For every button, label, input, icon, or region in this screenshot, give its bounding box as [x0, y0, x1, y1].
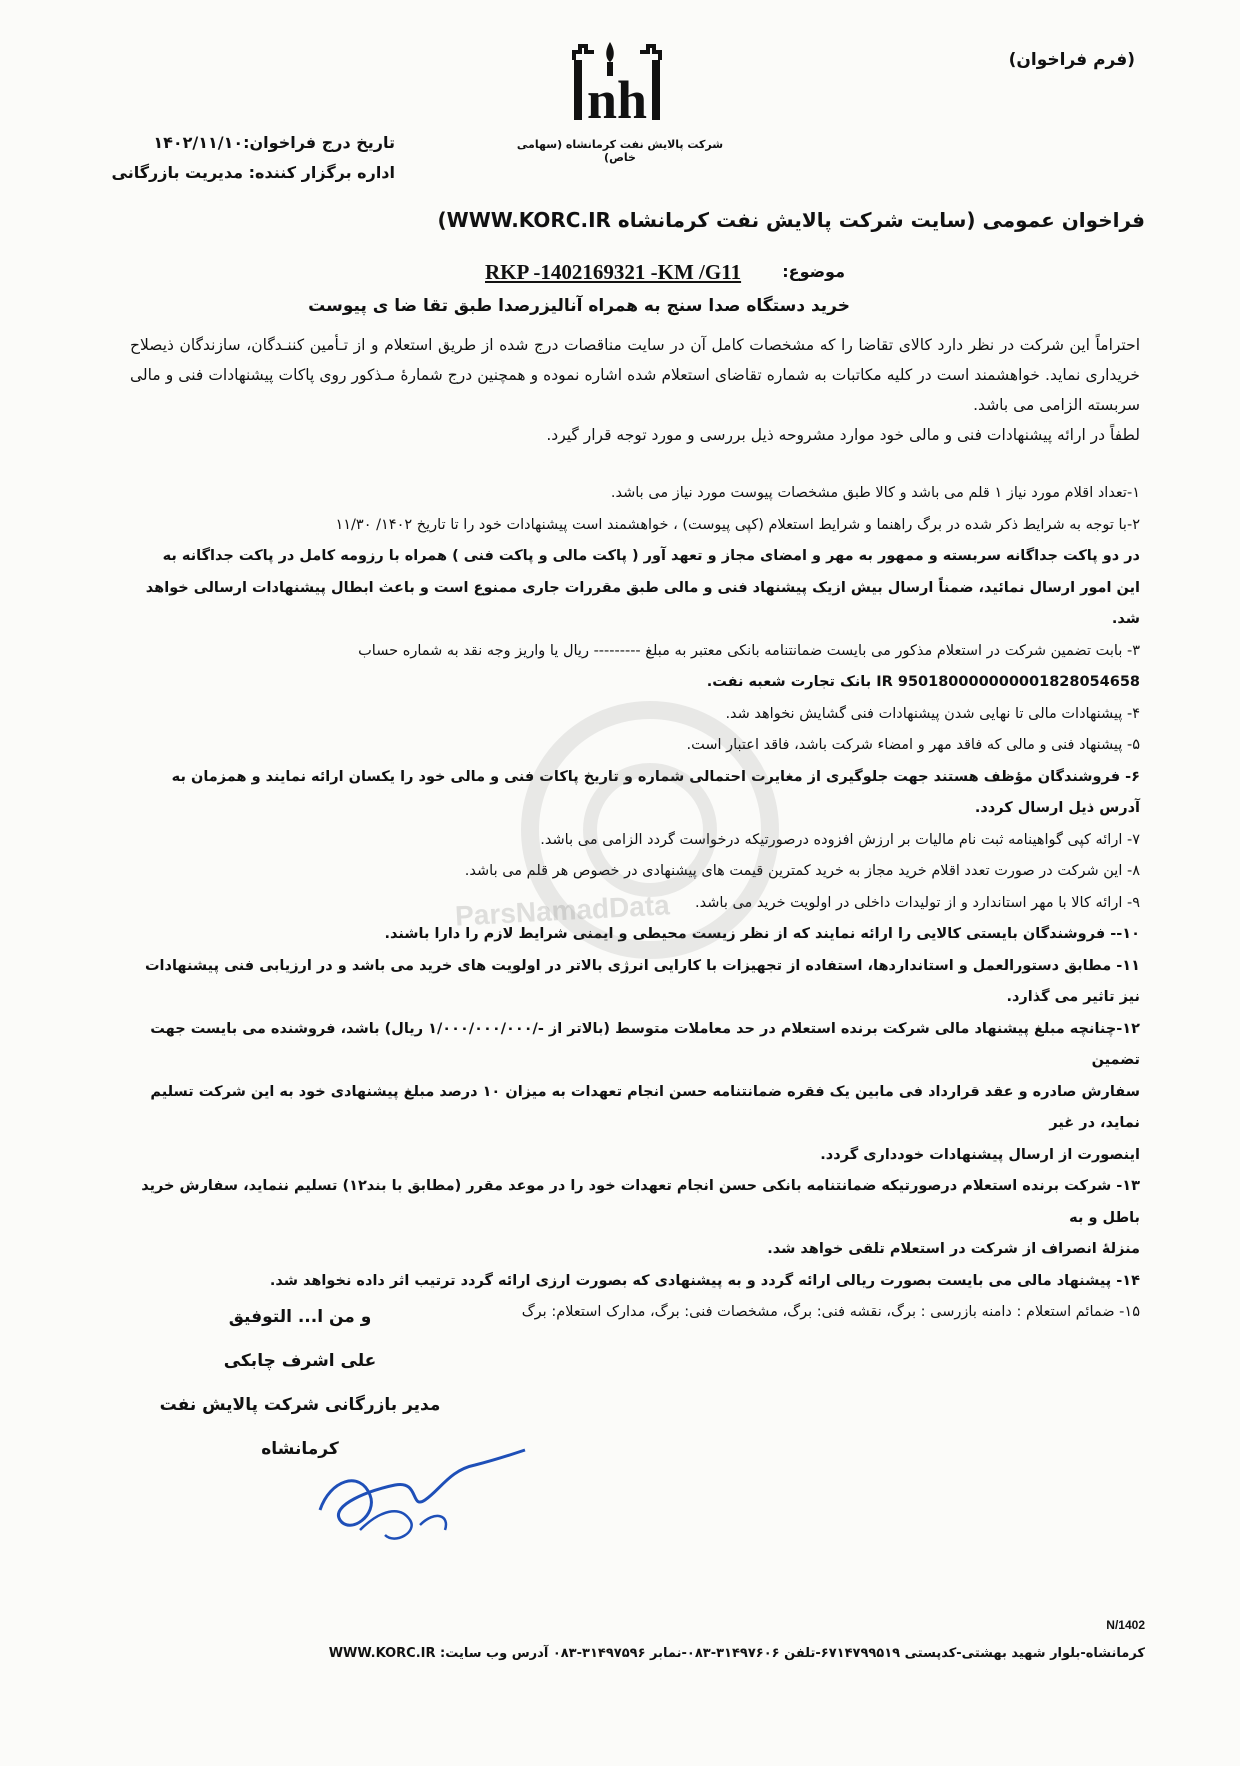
- list-item: ۸- این شرکت در صورت تعدد اقلام خرید مجاز به خرید کمترین قیمت های پیشنهادی در خصوص هر قلم می باشد.: [464, 863, 1140, 879]
- signature-image: [300, 1440, 530, 1560]
- document-number: N/1402: [1106, 1618, 1145, 1632]
- list-item: ۲-با توجه به شرایط ذکر شده در برگ راهنما و شرایط استعلام (کپی پیوست) ، خواهشمند است پیشنهادات خود را تا تاریخ ۱۴۰۲/ ۱۱/۳۰: [335, 516, 1140, 533]
- list-item: ۱۳- شرکت برنده استعلام درصورتیکه ضمانتنامه بانکی حسن انجام تعهدات خود را در موعد مقرر (مطابق با بند۱۲) تسلیم ننماید، سفارش خرید باطل و به: [141, 1178, 1140, 1226]
- footer-address: کرمانشاه-بلوار شهید بهشتی-کدپستی ۶۷۱۴۷۹۹۵۱۹-تلفن ۳۱۴۹۷۶۰۶-۰۸۳-نمابر ۳۱۴۹۷۵۹۶-۰۸۳ آدرس وب سایت: WWW.KORC.IR: [328, 1646, 1145, 1661]
- list-item: ۱۲-چنانچه مبلغ پیشنهاد مالی شرکت برنده استعلام در حد معاملات متوسط (بالاتر از -/۱/۰۰۰/۰۰۰/۰۰۰ ریال) باشد، فروشنده می بایست جهت تضمین: [150, 1020, 1140, 1068]
- watermark-emblem: [480, 680, 820, 980]
- watermark-text: ParsNamadData: [454, 889, 671, 932]
- list-item: ۷- ارائه کپی گواهینامه ثبت نام مالیات بر ارزش افزوده درصورتیکه درخواست گردد الزامی می باشد.: [540, 831, 1140, 848]
- intro-paragraph: احتراماً این شرکت در نظر دارد کالای تقاضا را که مشخصات کامل آن در سایت مناقصات درج شده از طریق استعلام و از تـأمین کننـدگان، سازندگان ذیصلاح خریداری نماید. خواهشمند است در کلیه مکاتبات به شماره تقاضای استعلام شده اشاره نموده و همچنین درج شمارهٔ مـذکور روی پاکات پیشنهادات فنی و مالی سربسته الزامی می باشد.: [130, 336, 1140, 414]
- department: اداره برگزار کننده: مدیریت بازرگانی: [111, 163, 395, 182]
- list-item: ۱۴- پیشنهاد مالی می بایست بصورت ریالی ارائه گردد و به پیشنهادی که بصورت ارزی ارائه گردد ترتیب اثر داده نخواهد شد.: [269, 1272, 1140, 1289]
- closing-phrase: و من ا... التوفیق: [228, 1307, 372, 1327]
- list-item: سفارش صادره و عقد قرارداد فی مابین یک فقره ضمانتنامه حسن انجام تعهدات به میزان ۱۰ درصد مبلغ پیشنهادی خود به این شرکت تسلیم نماید، در غیر: [150, 1083, 1140, 1131]
- subject-code: RKP -1402169321 -KM /G11: [485, 260, 742, 284]
- page-title: فراخوان عمومی (سایت شرکت پالایش نفت کرمانشاه WWW.KORC.IR): [437, 208, 1145, 232]
- list-item: ۱۱- مطابق دستورالعمل و استانداردها، استفاده از تجهیزات با کارایی انرژی بالاتر در اولویت های خرید می باشد و در ارزیابی فنی پیشنهادات نیز تاثیر می گذارد.: [144, 957, 1140, 1005]
- list-item: ۱-تعداد اقلام مورد نیاز ۱ قلم می باشد و کالا طبق مشخصات پیوست مورد نیاز می باشد.: [610, 485, 1140, 501]
- list-item: ۹- ارائه کالا با مهر استاندارد و از تولیدات داخلی در اولویت خرید می باشد.: [695, 894, 1140, 911]
- subject-description: خرید دستگاه صدا سنج به همراه آنالیزرصدا طبق تقا ضا ی پیوست: [308, 296, 850, 316]
- signatory-title: مدیر بازرگانی شرکت پالایش نفت کرمانشاه: [159, 1395, 441, 1459]
- publish-date: تاریخ درج فراخوان:۱۴۰۲/۱۱/۱۰: [153, 133, 395, 152]
- list-item: اینصورت از ارسال پیشنهادات خودداری گردد.: [820, 1146, 1140, 1163]
- intro-paragraph: لطفاً در ارائه پیشنهادات فنی و مالی خود موارد مشروحه ذیل بررسی و مورد توجه قرار گیرد.: [546, 426, 1140, 444]
- list-item: ۱۵- ضمائم استعلام : دامنه بازرسی : برگ، نقشه فنی: برگ، مشخصات فنی: برگ، مدارک استعلام: برگ: [521, 1304, 1140, 1320]
- list-item: در دو پاکت جداگانه سربسته و ممهور به مهر و امضای مجاز و تعهد آور ( پاکت مالی و پاکت فنی ) همراه با رزومه کامل در پاکت جداگانه به: [162, 548, 1140, 564]
- list-item: ۳- بابت تضمین شرکت در استعلام مذکور می بایست ضمانتنامه بانکی معتبر به مبلغ --------- ریال یا واریز وجه نقد به شماره حساب: [358, 642, 1140, 659]
- list-item: IR 950180000000001828054658 بانک تجارت شعبه نفت.: [706, 674, 1140, 690]
- list-item: ۶- فروشندگان مؤظف هستند جهت جلوگیری از مغایرت احتمالی شماره و تاریخ پاکات فنی و مالی خود را یکسان ارائه نمایند و همزمان به آدرس ذیل ارسال کردد.: [171, 768, 1140, 816]
- list-item: این امور ارسال نمائید، ضمناً ارسال بیش ازیک پیشنهاد فنی و مالی طبق مقررات جاری ممنوع است و باعث ابطال پیشنهادات ارسالی خواهد شد.: [145, 579, 1140, 627]
- list-item: ۱۰-- فروشندگان بایستی کالایی را ارائه نمایند که از نظر زیست محیطی و ایمنی شرایط لازم را دارا باشند.: [384, 926, 1140, 942]
- list-item: ۵- پیشنهاد فنی و مالی که فاقد مهر و امضاء شرکت باشد، فاقد اعتبار است.: [686, 737, 1140, 753]
- svg-text:nh: nh: [586, 70, 648, 124]
- form-label: (فرم فراخوان): [1008, 50, 1135, 70]
- intro-text: [130, 330, 1140, 450]
- list-item: منزلهٔ انصراف از شرکت در استعلام تلقی خواهد شد.: [767, 1241, 1140, 1257]
- company-name-small: شرکت پالایش نفت کرمانشاه (سهامی خاص): [516, 138, 724, 164]
- company-logo: [560, 38, 674, 124]
- signatory-name: علی اشرف چابکی: [223, 1351, 377, 1371]
- meta-block: [112, 128, 395, 188]
- subject-label: موضوع:: [782, 262, 845, 281]
- list-item: ۴- پیشنهادات مالی تا نهایی شدن پیشنهادات فنی گشایش نخواهد شد.: [725, 705, 1140, 722]
